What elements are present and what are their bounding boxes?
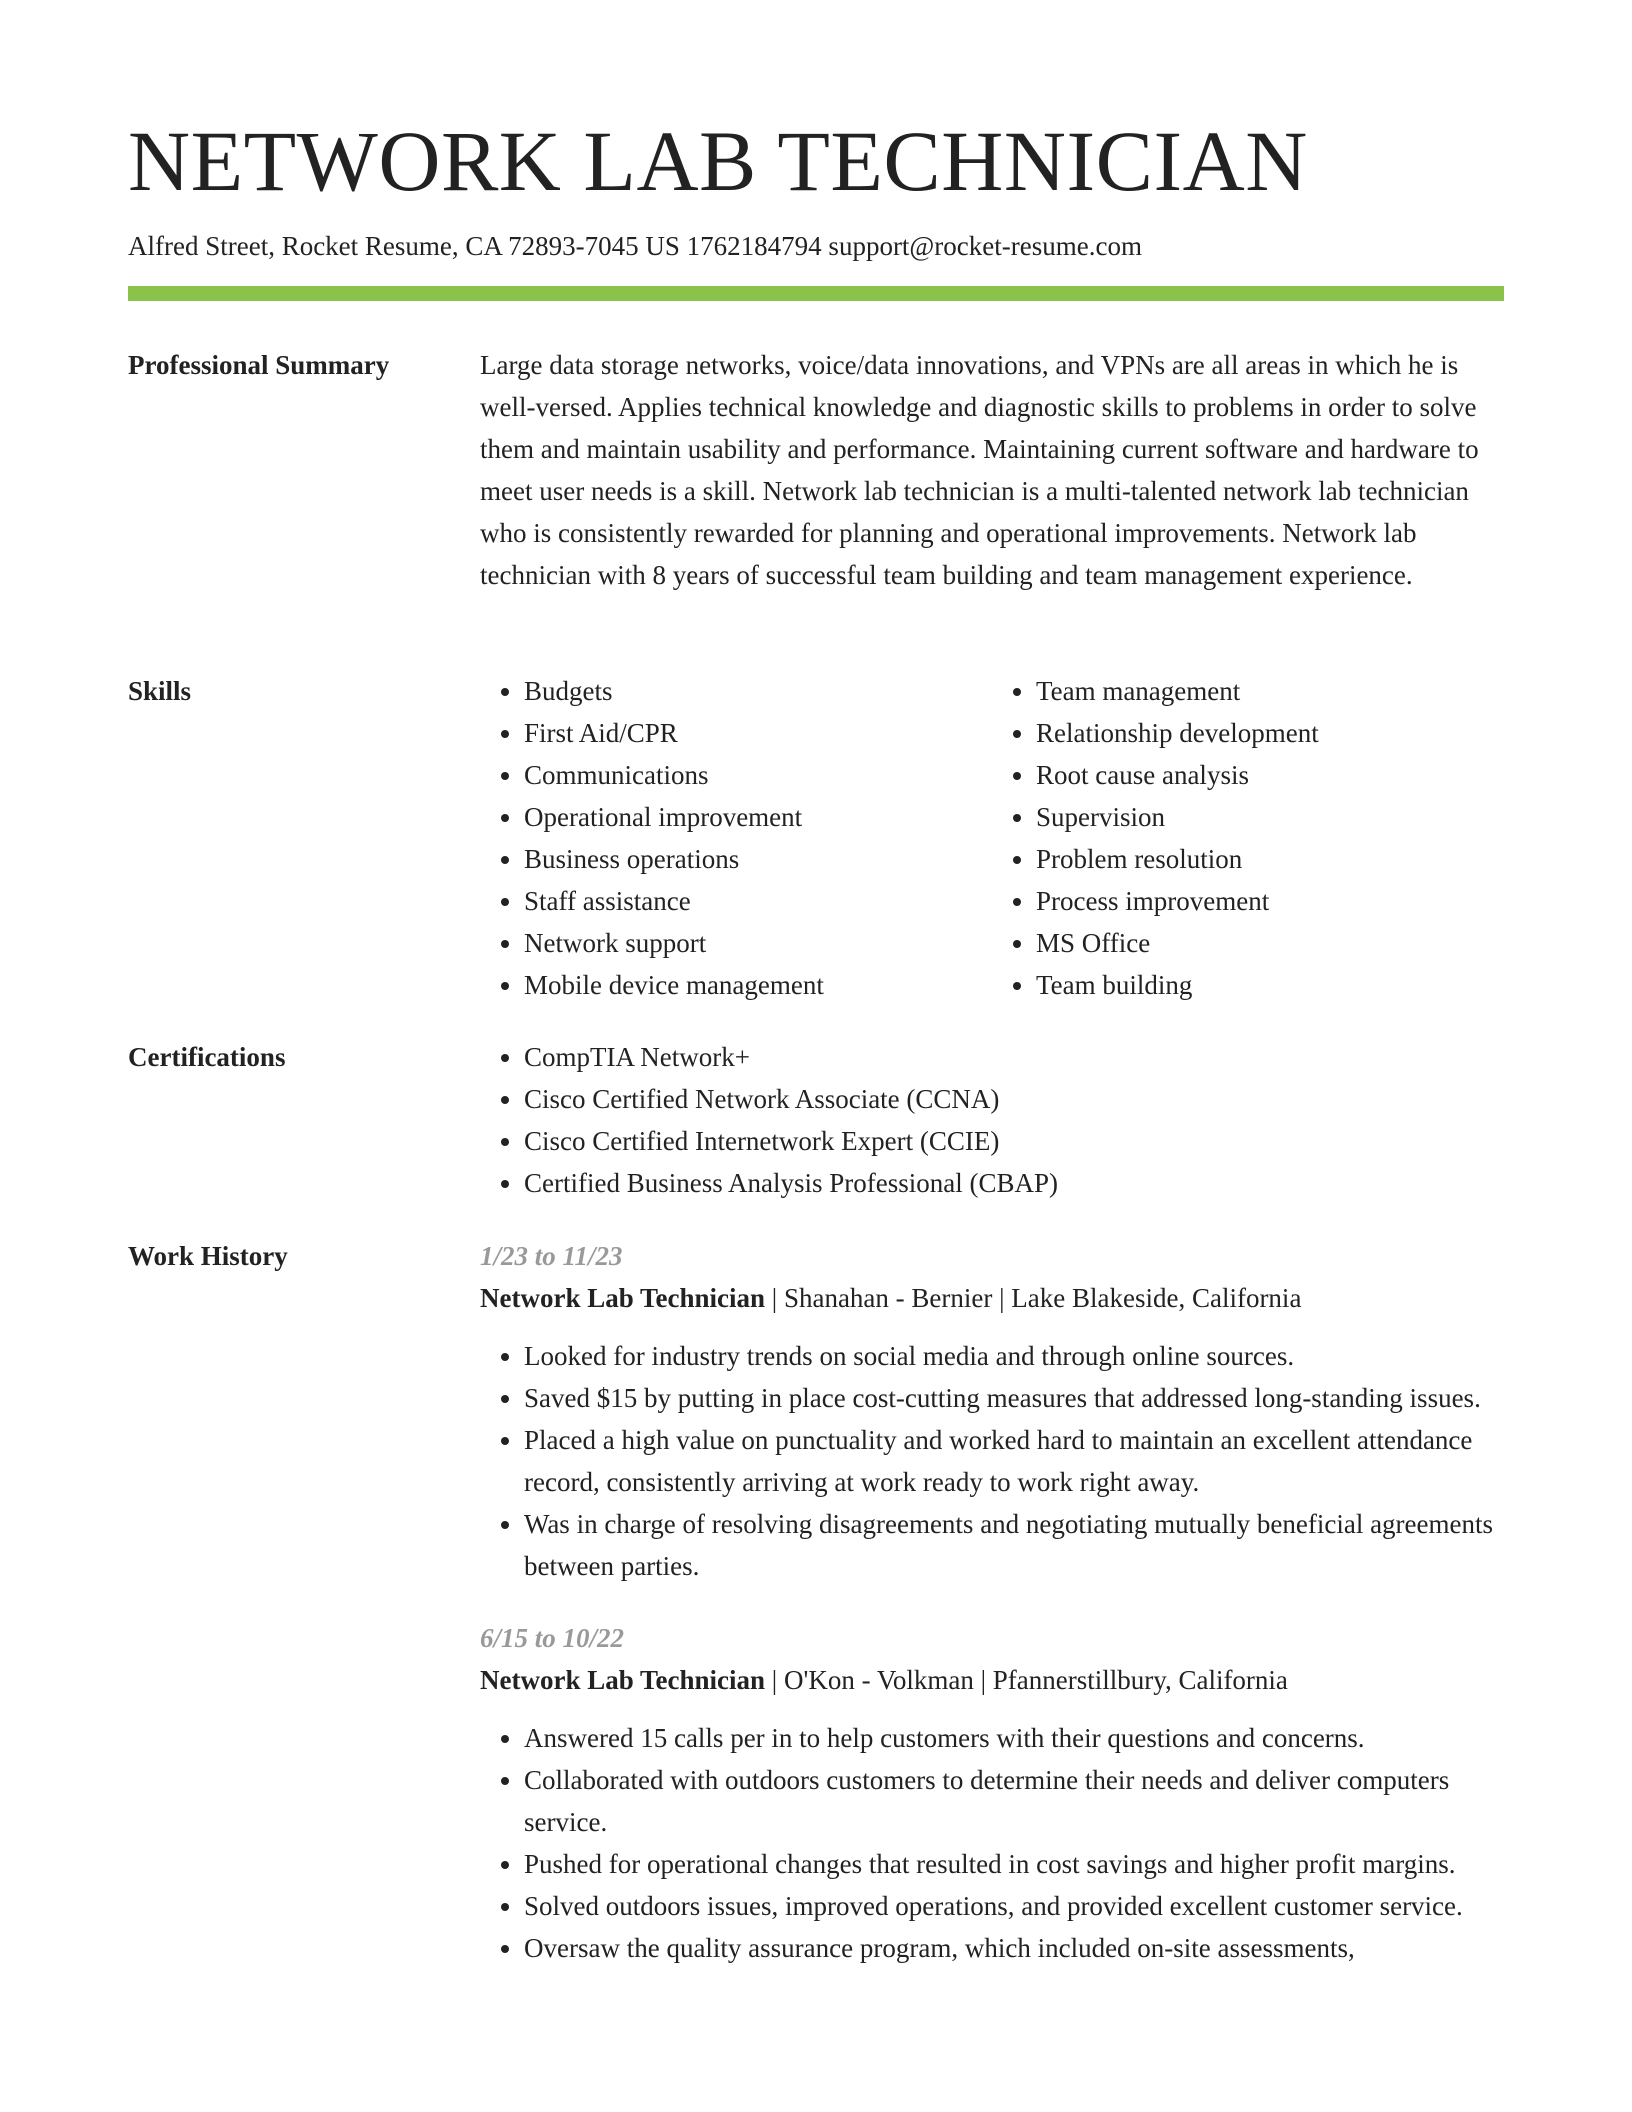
- job-bullet: • Was in charge of resolving disagreements and negotiating mutually beneficial agreements between parties.: [524, 1503, 1504, 1587]
- skill-item: • First Aid/CPR: [524, 712, 992, 754]
- job-bullet: • Oversaw the quality assurance program, which included on-site assessments,: [524, 1927, 1504, 1969]
- job-header: [480, 1277, 1504, 1319]
- job-bullet: • Saved $15 by putting in place cost-cutting measures that addressed long-standing issues.: [524, 1377, 1504, 1419]
- work-history-heading: Work History: [128, 1241, 288, 1271]
- job-bullet: • Solved outdoors issues, improved operations, and provided excellent customer service.: [524, 1885, 1504, 1927]
- job-entry: [480, 1617, 1504, 1969]
- skill-item: • Network support: [524, 922, 992, 964]
- resume-title: NETWORK LAB TECHNICIAN: [128, 113, 1308, 209]
- work-history-content: [480, 1235, 1504, 1999]
- job-bullet: • Answered 15 calls per in to help customers with their questions and concerns.: [524, 1717, 1504, 1759]
- skills-list-left: [480, 670, 992, 1006]
- skill-item: • Relationship development: [1036, 712, 1504, 754]
- header-divider: [128, 286, 1504, 301]
- job-title: Network Lab Technician: [480, 1283, 766, 1313]
- certification-item: • Cisco Certified Network Associate (CCNA): [524, 1078, 1504, 1120]
- certifications-list: [480, 1036, 1504, 1204]
- skill-item: • Communications: [524, 754, 992, 796]
- skill-item: • Business operations: [524, 838, 992, 880]
- skill-item: • Supervision: [1036, 796, 1504, 838]
- job-bullet: • Placed a high value on punctuality and worked hard to maintain an excellent attendance record, consistently arriving at work ready to work right away.: [524, 1419, 1504, 1503]
- skills-list-right: [992, 670, 1504, 1006]
- skill-item: • MS Office: [1036, 922, 1504, 964]
- job-bullet: • Pushed for operational changes that resulted in cost savings and higher profit margins.: [524, 1843, 1504, 1885]
- skill-item: • Mobile device management: [524, 964, 992, 1006]
- job-details: | Shanahan - Bernier | Lake Blakeside, California: [765, 1283, 1302, 1313]
- contact-info: Alfred Street, Rocket Resume, CA 72893-7045 US 1762184794 support@rocket-resume.com: [128, 231, 1142, 261]
- job-title: Network Lab Technician: [480, 1665, 766, 1695]
- skills-content: [480, 670, 1504, 1006]
- job-bullets: [480, 1717, 1504, 1969]
- summary-content: [480, 344, 1504, 596]
- job-dates: 6/15 to 10/22: [480, 1623, 625, 1653]
- skill-item: • Budgets: [524, 670, 992, 712]
- job-bullets: [480, 1335, 1504, 1587]
- job-bullet: • Looked for industry trends on social media and through online sources.: [524, 1335, 1504, 1377]
- skill-item: • Process improvement: [1036, 880, 1504, 922]
- summary-text: Large data storage networks, voice/data innovations, and VPNs are all areas in which he is well-versed. Applies technical knowledge and diagnostic skills to problems in order to solve them and maintain usability and performance. Maintaining current software and hardware to meet user needs is a skill. Network lab technician is a multi-talented network lab technician who is consistently rewarded for planning and operational improvements. Network lab technician with 8 years of successful team building and team management experience.: [480, 350, 1479, 590]
- job-details: | O'Kon - Volkman | Pfannerstillbury, California: [765, 1665, 1288, 1695]
- certification-item: • CompTIA Network+: [524, 1036, 1504, 1078]
- certification-item: • Certified Business Analysis Professional (CBAP): [524, 1162, 1504, 1204]
- job-dates: 1/23 to 11/23: [480, 1241, 623, 1271]
- certifications-heading: Certifications: [128, 1042, 286, 1072]
- skill-item: • Staff assistance: [524, 880, 992, 922]
- summary-heading: Professional Summary: [128, 350, 390, 380]
- skill-item: • Team building: [1036, 964, 1504, 1006]
- job-entry: [480, 1235, 1504, 1587]
- skill-item: • Root cause analysis: [1036, 754, 1504, 796]
- skills-heading: Skills: [128, 676, 192, 706]
- skill-item: • Operational improvement: [524, 796, 992, 838]
- certifications-content: [480, 1036, 1504, 1204]
- job-bullet: • Collaborated with outdoors customers to determine their needs and deliver computers service.: [524, 1759, 1504, 1843]
- skill-item: • Problem resolution: [1036, 838, 1504, 880]
- certification-item: • Cisco Certified Internetwork Expert (CCIE): [524, 1120, 1504, 1162]
- skill-item: • Team management: [1036, 670, 1504, 712]
- job-header: [480, 1659, 1504, 1701]
